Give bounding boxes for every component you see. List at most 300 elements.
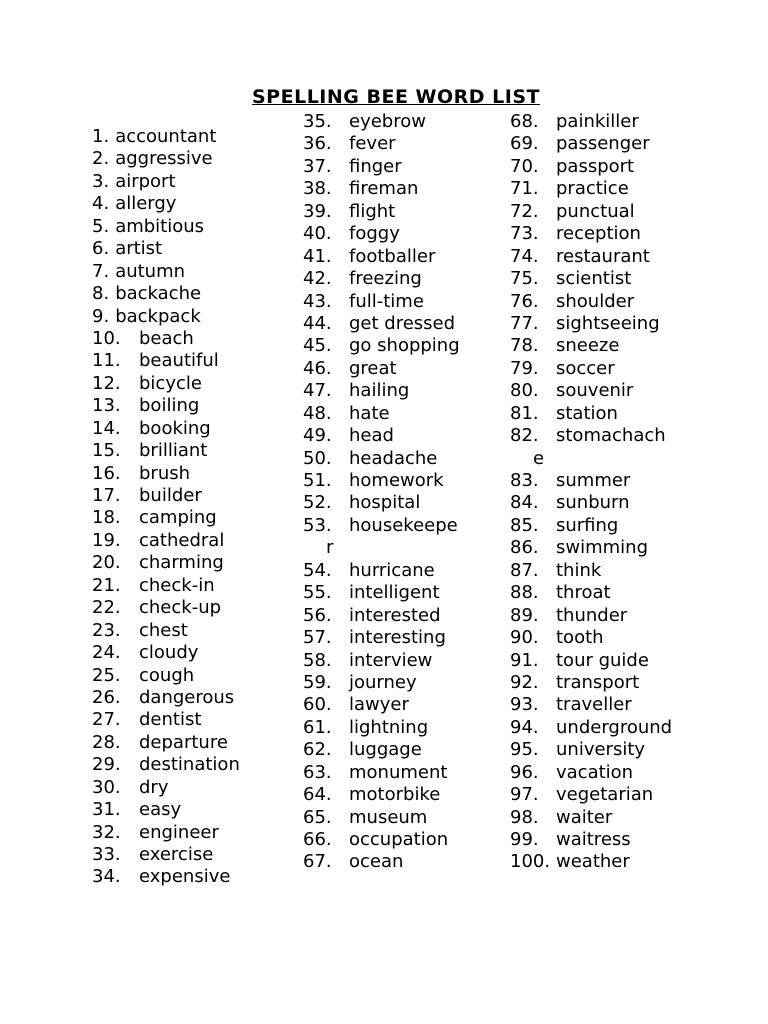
item-word: bicycle: [139, 372, 202, 394]
item-word: booking: [139, 417, 211, 439]
item-number: 4.: [92, 193, 110, 215]
item-word: intelligent: [349, 582, 440, 604]
item-number: 82.: [510, 425, 539, 447]
list-item: [92, 799, 240, 821]
item-number: 23.: [92, 619, 121, 641]
list-item: [92, 620, 240, 642]
item-number: 30.: [92, 776, 121, 798]
list-item: [92, 777, 240, 799]
item-number: 28.: [92, 731, 121, 753]
word-list-column-3: [510, 111, 672, 874]
item-number: 24.: [92, 642, 121, 664]
list-item: [510, 739, 672, 761]
list-item: [303, 156, 460, 178]
item-word: think: [556, 559, 602, 581]
item-number: 15.: [92, 440, 121, 462]
list-item: [510, 762, 672, 784]
item-word: builder: [139, 485, 202, 506]
list-item: [92, 418, 240, 440]
item-word: dangerous: [139, 686, 235, 708]
item-word-continuation: r: [326, 537, 334, 559]
item-word: finger: [349, 155, 402, 177]
item-word: hailing: [349, 380, 410, 402]
list-item: [303, 650, 460, 672]
item-word: expensive: [139, 866, 231, 888]
item-number: 16.: [92, 462, 121, 484]
list-item: [303, 492, 460, 514]
item-number: 66.: [303, 829, 332, 850]
item-word: beach: [139, 327, 194, 349]
item-word: tooth: [556, 627, 604, 649]
list-item: [510, 178, 672, 200]
item-word: station: [556, 402, 618, 424]
item-number: 9.: [92, 305, 110, 327]
item-word: homework: [349, 470, 444, 491]
item-number: 89.: [510, 604, 539, 626]
item-word: autumn: [115, 260, 186, 282]
list-item: [92, 148, 240, 170]
item-number: 47.: [303, 380, 332, 402]
item-number: 84.: [510, 492, 539, 514]
item-word: interview: [349, 649, 433, 671]
item-number: 33.: [92, 844, 121, 865]
item-number: 8.: [92, 283, 110, 305]
list-item: [92, 171, 240, 193]
list-item: [510, 605, 672, 627]
list-item: [92, 485, 240, 507]
item-word: destination: [139, 754, 240, 776]
list-item: [303, 762, 460, 784]
list-item: [303, 358, 460, 380]
item-word: allergy: [115, 193, 177, 215]
item-number: 58.: [303, 649, 332, 671]
list-item: [303, 425, 460, 447]
list-item: [92, 216, 240, 238]
list-item: [510, 291, 672, 313]
list-item: [303, 246, 460, 268]
item-number: 62.: [303, 739, 332, 761]
item-number: 48.: [303, 402, 332, 424]
item-word: interested: [349, 604, 441, 626]
list-item: [510, 717, 672, 739]
item-number: 53.: [303, 514, 332, 536]
list-item: [92, 732, 240, 754]
list-item: [510, 650, 672, 672]
list-item: [303, 201, 460, 223]
item-word: headache: [349, 447, 438, 469]
item-word: interesting: [349, 627, 446, 649]
item-word: full-time: [349, 290, 424, 312]
item-number: 22.: [92, 597, 121, 619]
item-number: 20.: [92, 552, 121, 574]
word-list-column-1: [92, 126, 240, 889]
list-item: [510, 829, 672, 851]
list-item: [303, 784, 460, 806]
item-word: boiling: [139, 395, 200, 417]
item-number: 96.: [510, 761, 539, 783]
item-number: 76.: [510, 290, 539, 312]
item-number: 81.: [510, 402, 539, 424]
item-word: tour guide: [556, 649, 649, 671]
item-number: 60.: [303, 694, 332, 716]
item-number: 97.: [510, 784, 539, 806]
list-item: [92, 552, 240, 574]
item-word: aggressive: [115, 148, 213, 170]
list-item: [92, 283, 240, 305]
list-item: [303, 403, 460, 425]
list-item: [92, 844, 240, 866]
item-word: practice: [556, 178, 629, 200]
item-word: reception: [556, 223, 641, 245]
item-word: cathedral: [139, 529, 225, 551]
item-word: beautiful: [139, 350, 219, 372]
item-number: 64.: [303, 784, 332, 806]
item-number: 10.: [92, 327, 121, 349]
list-item: [303, 335, 460, 357]
item-number: 50.: [303, 447, 332, 469]
item-number: 100.: [510, 851, 551, 873]
list-item: [510, 537, 672, 559]
list-item: [92, 328, 240, 350]
item-word: brush: [139, 462, 191, 484]
list-item: [303, 470, 460, 492]
item-number: 35.: [303, 111, 332, 132]
item-word: backache: [115, 283, 202, 305]
list-item: [303, 515, 460, 537]
item-word: sneeze: [556, 335, 620, 357]
list-item: [303, 582, 460, 604]
list-item: [303, 223, 460, 245]
item-number: 55.: [303, 582, 332, 604]
item-number: 98.: [510, 806, 539, 828]
list-item: [303, 560, 460, 582]
item-number: 49.: [303, 425, 332, 447]
list-item: [303, 739, 460, 761]
list-item: [92, 866, 240, 888]
list-item: [303, 111, 460, 133]
item-word: restaurant: [556, 245, 650, 267]
item-number: 31.: [92, 799, 121, 821]
item-word: exercise: [139, 844, 214, 865]
list-item: [92, 261, 240, 283]
item-number: 99.: [510, 829, 539, 850]
item-word: housekeepe: [349, 514, 458, 536]
item-word: check-in: [139, 574, 215, 596]
item-number: 78.: [510, 335, 539, 357]
item-word: painkiller: [556, 111, 639, 132]
list-item: [92, 597, 240, 619]
item-word: luggage: [349, 739, 422, 761]
item-word: foggy: [349, 223, 400, 245]
list-item: [303, 694, 460, 716]
item-word: go shopping: [349, 335, 460, 357]
item-word: summer: [556, 470, 631, 491]
item-word: waitress: [556, 829, 631, 850]
list-item: [303, 133, 460, 155]
list-item: [510, 515, 672, 537]
item-number: 36.: [303, 133, 332, 155]
item-number: 61.: [303, 716, 332, 738]
item-word: throat: [556, 582, 611, 604]
list-item-wrap: [510, 448, 672, 470]
item-number: 67.: [303, 851, 332, 873]
item-word: vacation: [556, 761, 634, 783]
item-number: 95.: [510, 739, 539, 761]
item-word: journey: [349, 671, 417, 693]
item-word: lawyer: [349, 694, 409, 716]
list-item: [510, 627, 672, 649]
item-number: 46.: [303, 357, 332, 379]
item-number: 32.: [92, 821, 121, 843]
item-word: hospital: [349, 492, 421, 514]
item-number: 63.: [303, 761, 332, 783]
list-item: [510, 694, 672, 716]
item-word: check-up: [139, 597, 222, 619]
item-number: 69.: [510, 133, 539, 155]
item-number: 83.: [510, 470, 539, 491]
item-number: 39.: [303, 200, 332, 222]
item-word: surfing: [556, 514, 619, 536]
item-number: 51.: [303, 470, 332, 491]
list-item: [303, 829, 460, 851]
item-number: 73.: [510, 223, 539, 245]
list-item: [510, 784, 672, 806]
list-item: [303, 672, 460, 694]
item-number: 70.: [510, 155, 539, 177]
item-word: occupation: [349, 829, 449, 850]
list-item: [92, 193, 240, 215]
list-item: [303, 380, 460, 402]
item-number: 93.: [510, 694, 539, 716]
list-item: [92, 350, 240, 372]
item-number: 94.: [510, 716, 539, 738]
item-number: 6.: [92, 238, 110, 260]
list-item: [510, 335, 672, 357]
item-word: punctual: [556, 200, 635, 222]
list-item: [510, 268, 672, 290]
item-number: 57.: [303, 627, 332, 649]
item-word-continuation: e: [533, 447, 545, 469]
item-number: 77.: [510, 312, 539, 334]
list-item: [303, 605, 460, 627]
list-item: [510, 672, 672, 694]
item-number: 34.: [92, 866, 121, 888]
item-word: eyebrow: [349, 111, 426, 132]
item-word: stomachach: [556, 425, 666, 447]
list-item: [92, 463, 240, 485]
item-word: transport: [556, 671, 640, 693]
list-item: [92, 507, 240, 529]
item-word: artist: [115, 238, 163, 260]
item-number: 86.: [510, 537, 539, 559]
item-word: university: [556, 739, 646, 761]
item-word: fever: [349, 133, 396, 155]
item-number: 88.: [510, 582, 539, 604]
item-number: 41.: [303, 245, 332, 267]
item-word: passenger: [556, 133, 650, 155]
item-number: 56.: [303, 604, 332, 626]
list-item: [510, 851, 672, 873]
item-number: 14.: [92, 417, 121, 439]
list-item: [92, 687, 240, 709]
page-title: SPELLING BEE WORD LIST: [252, 86, 540, 108]
item-word: backpack: [115, 305, 201, 327]
item-word: cloudy: [139, 642, 199, 664]
item-word: departure: [139, 731, 228, 753]
list-item: [303, 313, 460, 335]
item-word: great: [349, 357, 397, 379]
item-number: 42.: [303, 268, 332, 290]
item-word: footballer: [349, 245, 436, 267]
item-word: engineer: [139, 821, 219, 843]
item-number: 68.: [510, 111, 539, 132]
list-item: [510, 111, 672, 133]
item-word: airport: [115, 170, 176, 192]
item-number: 44.: [303, 312, 332, 334]
list-item: [92, 575, 240, 597]
item-word: monument: [349, 761, 448, 783]
item-word: easy: [139, 799, 182, 821]
list-item: [92, 642, 240, 664]
word-list-column-2: [303, 111, 460, 874]
item-number: 52.: [303, 492, 332, 514]
list-item: [92, 530, 240, 552]
item-number: 11.: [92, 350, 121, 372]
item-number: 5.: [92, 215, 110, 237]
list-item: [92, 373, 240, 395]
list-item: [510, 403, 672, 425]
item-number: 87.: [510, 559, 539, 581]
item-number: 72.: [510, 200, 539, 222]
item-number: 13.: [92, 395, 121, 417]
item-word: shoulder: [556, 290, 635, 312]
list-item: [510, 492, 672, 514]
list-item: [510, 156, 672, 178]
item-number: 74.: [510, 245, 539, 267]
item-word: dry: [139, 776, 169, 798]
item-number: 26.: [92, 686, 121, 708]
item-word: head: [349, 425, 394, 447]
item-number: 21.: [92, 574, 121, 596]
list-item: [92, 395, 240, 417]
item-word: swimming: [556, 537, 649, 559]
list-item: [510, 246, 672, 268]
list-item: [92, 238, 240, 260]
list-item: [92, 822, 240, 844]
item-number: 2.: [92, 148, 110, 170]
item-word: dentist: [139, 709, 202, 731]
list-item: [303, 807, 460, 829]
item-word: get dressed: [349, 312, 456, 334]
item-word: charming: [139, 552, 224, 574]
item-word: museum: [349, 806, 428, 828]
item-word: thunder: [556, 604, 628, 626]
list-item: [92, 126, 240, 148]
item-word: souvenir: [556, 380, 634, 402]
list-item: [303, 851, 460, 873]
item-word: brilliant: [139, 440, 208, 462]
item-number: 38.: [303, 178, 332, 200]
list-item: [510, 358, 672, 380]
list-item: [510, 807, 672, 829]
item-word: lightning: [349, 716, 429, 738]
item-word: fireman: [349, 178, 419, 200]
item-number: 85.: [510, 514, 539, 536]
item-number: 19.: [92, 529, 121, 551]
list-item: [92, 306, 240, 328]
item-number: 59.: [303, 671, 332, 693]
item-number: 29.: [92, 754, 121, 776]
item-number: 37.: [303, 155, 332, 177]
item-number: 3.: [92, 170, 110, 192]
item-word: hate: [349, 402, 390, 424]
item-word: sightseeing: [556, 312, 660, 334]
item-number: 12.: [92, 372, 121, 394]
item-number: 80.: [510, 380, 539, 402]
list-item: [92, 754, 240, 776]
item-word: accountant: [115, 126, 217, 147]
item-word: cough: [139, 664, 195, 686]
item-number: 1.: [92, 126, 110, 147]
item-number: 45.: [303, 335, 332, 357]
item-word: flight: [349, 200, 396, 222]
item-number: 27.: [92, 709, 121, 731]
item-word: underground: [556, 716, 673, 738]
list-item: [510, 133, 672, 155]
item-word: waiter: [556, 806, 613, 828]
item-number: 75.: [510, 268, 539, 290]
item-number: 17.: [92, 485, 121, 506]
list-item: [510, 380, 672, 402]
item-word: traveller: [556, 694, 632, 716]
item-word: motorbike: [349, 784, 441, 806]
list-item: [303, 178, 460, 200]
item-number: 71.: [510, 178, 539, 200]
item-number: 79.: [510, 357, 539, 379]
item-word: freezing: [349, 268, 422, 290]
item-number: 90.: [510, 627, 539, 649]
list-item: [303, 448, 460, 470]
item-number: 18.: [92, 507, 121, 529]
item-word: hurricane: [349, 559, 435, 581]
list-item: [303, 627, 460, 649]
item-number: 25.: [92, 664, 121, 686]
item-number: 7.: [92, 260, 110, 282]
item-word: weather: [556, 851, 630, 873]
list-item: [510, 582, 672, 604]
list-item: [510, 313, 672, 335]
item-word: chest: [139, 619, 188, 641]
item-word: sunburn: [556, 492, 630, 514]
list-item: [510, 425, 672, 447]
item-word: camping: [139, 507, 217, 529]
list-item: [510, 201, 672, 223]
item-word: passport: [556, 155, 635, 177]
item-word: vegetarian: [556, 784, 654, 806]
item-word: scientist: [556, 268, 632, 290]
list-item: [510, 223, 672, 245]
item-number: 40.: [303, 223, 332, 245]
item-word: soccer: [556, 357, 615, 379]
item-word: ambitious: [115, 215, 205, 237]
list-item: [92, 709, 240, 731]
list-item: [92, 440, 240, 462]
list-item: [510, 470, 672, 492]
item-number: 91.: [510, 649, 539, 671]
item-word: ocean: [349, 851, 404, 873]
list-item: [92, 665, 240, 687]
item-number: 92.: [510, 671, 539, 693]
